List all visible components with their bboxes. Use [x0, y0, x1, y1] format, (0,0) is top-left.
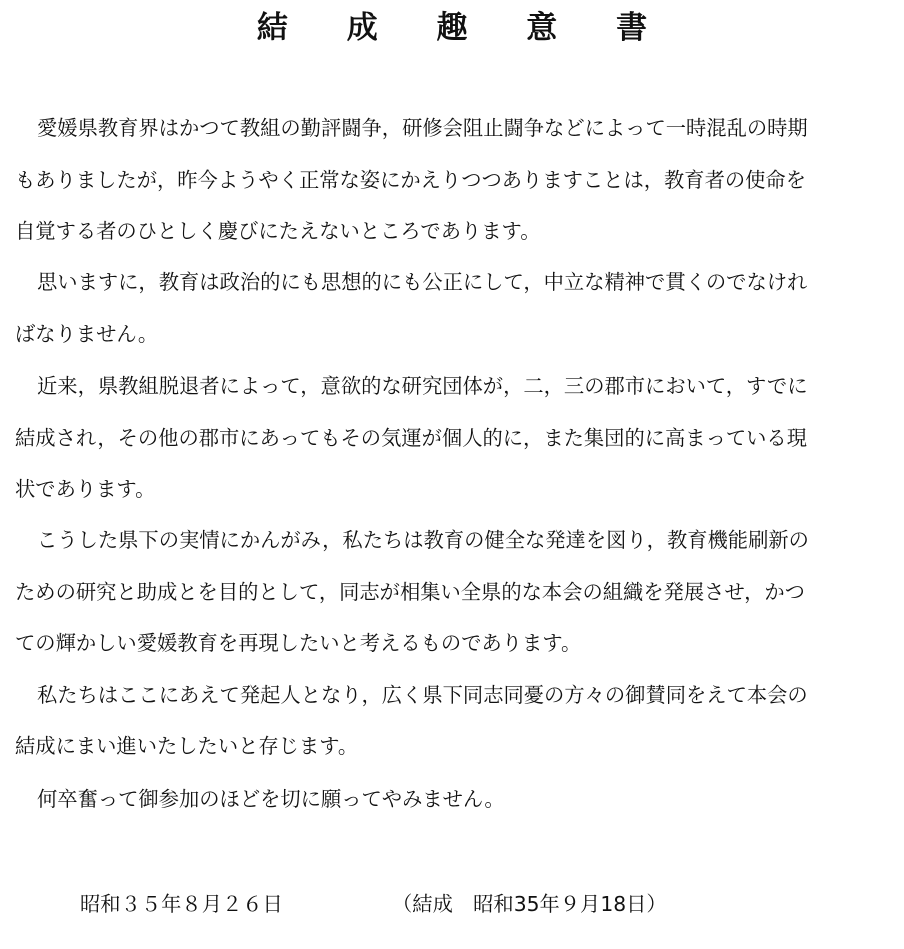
document-title: 結 成 趣 意 書 [256, 10, 672, 46]
paragraph-4-line-2: ための研究と助成とを目的として，同志が相集い全県的な本会の組織を発展させ，かつ [15, 580, 805, 604]
paragraph-3-line-3: 状であります。 [15, 477, 156, 501]
paragraph-1-line-3: 自覚する者のひとしく慶びにたえないところであります。 [15, 219, 541, 243]
paragraph-3-line-2: 結成され，その他の郡市にあってもその気運が個人的に，また集団的に高まっている現 [15, 426, 807, 450]
issue-date: 昭和３５年８月２６日 [80, 892, 283, 916]
paragraph-4-line-1: こうした県下の実情にかんがみ，私たちは教育の健全な発達を図り，教育機能刷新の [37, 528, 809, 552]
founding-date-note: （結成 昭和35年９月18日） [392, 892, 667, 916]
paragraph-3-line-1: 近来，県教組脱退者によって，意欲的な研究団体が，二，三の郡市において，すでに [37, 374, 808, 398]
paragraph-4-line-3: ての輝かしい愛媛教育を再現したいと考えるものであります。 [15, 631, 582, 655]
paragraph-2-line-1: 思いますに，教育は政治的にも思想的にも公正にして，中立な精神で貫くのでなけれ [37, 270, 808, 294]
paragraph-5-line-2: 結成にまい進いたしたいと存じます。 [15, 734, 359, 758]
paragraph-1-line-1: 愛媛県教育界はかつて教組の勤評闘争，研修会阻止闘争などによって一時混乱の時期 [37, 116, 808, 140]
paragraph-5-line-1: 私たちはここにあえて発起人となり，広く県下同志同憂の方々の御賛同をえて本会の [37, 683, 808, 707]
paragraph-2-line-2: ばなりません。 [15, 322, 159, 346]
paragraph-6-line-1: 何卒奮って御参加のほどを切に願ってやみません。 [37, 787, 505, 811]
paragraph-1-line-2: もありましたが，昨今ようやく正常な姿にかえりつつありますことは，教育者の使命を [15, 168, 806, 192]
